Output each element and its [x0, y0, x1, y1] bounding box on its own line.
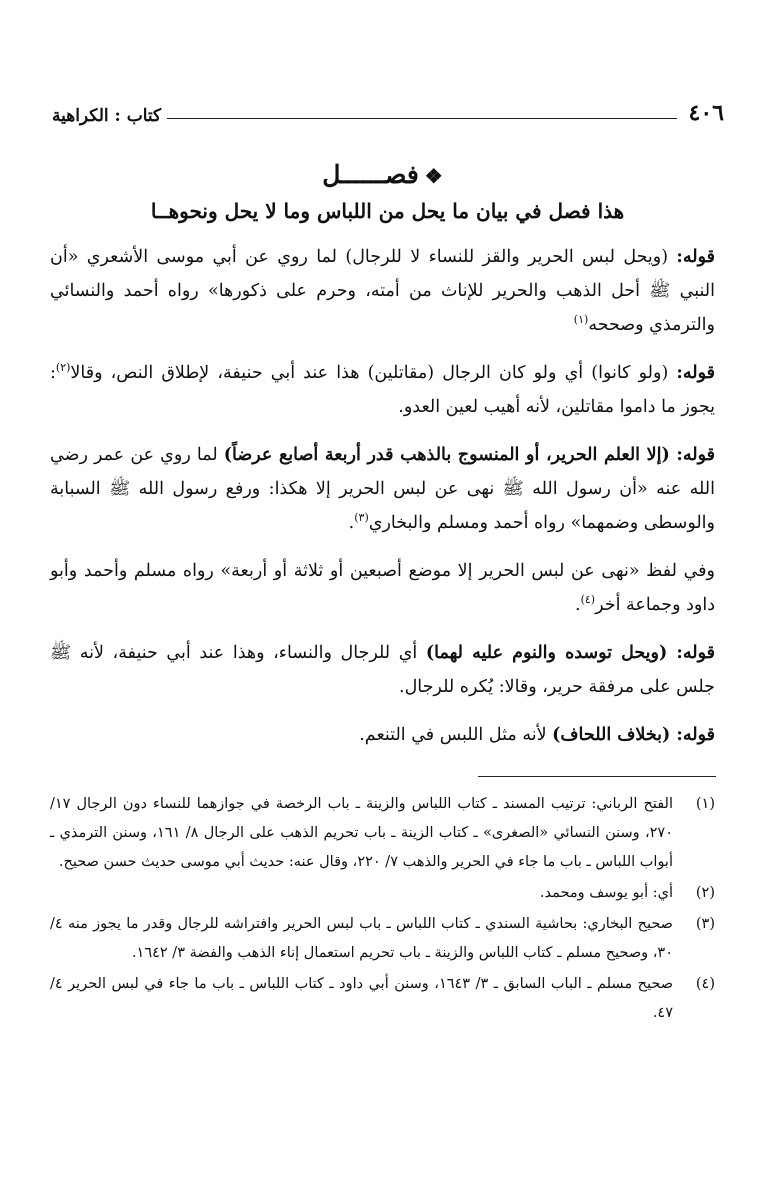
paragraph-4 — [50, 554, 715, 622]
paragraph-text: لما روي عن أبي موسى الأشعري «أن النبي ﷺ أحل الذهب والحرير للإناث من أمته، وحرم على ذكورها» رواه أحمد والنسائي والترمذي وصححه — [50, 247, 715, 335]
quote: (ولو كانوا) — [591, 363, 677, 383]
book-title: كتاب : الكراهية — [52, 106, 162, 126]
footnote-ref: (١) — [573, 313, 589, 327]
footnote-text: صحيح البخاري: بحاشية السندي ـ كتاب اللباس ـ باب لبس الحرير وافتراشه للرجال وقدر ما يجوز منه ٤/ ٣٠، وصحيح مسلم ـ كتاب اللباس والزينة ـ باب تحريم استعمال إناء الذهب والفضة ٣/ ١٦٤٢. — [50, 916, 673, 961]
paragraph-text: لما روي عن عمر رضي الله عنه «أن رسول الله ﷺ نهى عن لبس الحرير إلا هكذا: ورفع رسول الله ﷺ السبابة والوسطى وضمهما» رواه أحمد ومسلم والبخاري — [50, 445, 715, 533]
footnote-number: (٤) — [695, 976, 715, 992]
footnote — [50, 910, 715, 968]
body-text — [50, 240, 715, 766]
paragraph-text: أي للرجال والنساء، وهذا عند أبي حنيفة، لأنه ﷺ جلس على مرفقة حرير، وقالا: يُكره للرجال. — [50, 643, 715, 697]
section-title: هذا فصل في بيان ما يحل من اللباس وما لا يحل ونحوهــا — [150, 199, 625, 223]
footnote — [50, 879, 715, 908]
keyword: قوله: — [676, 363, 715, 383]
paragraph-6 — [50, 718, 715, 752]
quote: (ويحل توسده والنوم عليه لهما) — [425, 643, 677, 663]
keyword: قوله: — [676, 643, 716, 663]
paragraph-2 — [50, 356, 715, 424]
paragraph-3 — [50, 438, 715, 540]
section-heading — [0, 158, 765, 193]
footnote — [50, 790, 715, 877]
paragraph-5 — [50, 636, 715, 704]
footnote-ref: (٢) — [55, 361, 71, 375]
quote: (ويحل لبس الحرير والقز للنساء لا للرجال) — [345, 247, 677, 267]
keyword: قوله: — [676, 445, 715, 465]
ornament-icon: ❖ — [424, 164, 443, 188]
paragraph-text: لأنه مثل اللبس في التنعم. — [359, 725, 553, 745]
footnote — [50, 970, 715, 1028]
quote: (بخلاف اللحاف) — [552, 725, 677, 745]
header-rule — [167, 118, 676, 119]
paragraph-end: . — [575, 595, 581, 615]
footnote-number: (٣) — [695, 916, 715, 932]
footnote-number: (١) — [695, 796, 715, 812]
footnote-text: أي: أبو يوسف ومحمد. — [539, 885, 673, 901]
paragraph-text: هذا عند أبي حنيفة، لإطلاق النص، وقالا — [70, 363, 368, 383]
footnote-text: الفتح الرباني: ترتيب المسند ـ كتاب اللباس والزينة ـ باب الرخصة في جوازهما للنساء دون الرجال ١٧/ ٢٧٠، وسنن النسائي «الصغرى» ـ كتاب الزينة ـ باب تحريم الذهب على الرجال ٨/ ١٦١، وسنن الترمذي ـ أبواب اللباس ـ باب ما جاء في الحرير والذهب ٧/ ٢٢٠، وقال عنه: حديث أبي موسى حديث حسن صحيح. — [50, 796, 673, 870]
footnote-number: (٢) — [695, 885, 715, 901]
footnote-text: صحيح مسلم ـ الباب السابق ـ ٣/ ١٦٤٣، وسنن أبي داود ـ كتاب اللباس ـ باب ما جاء في لبس الحرير ٤/ ٤٧. — [50, 976, 674, 1021]
section-heading-text: فصــــــل — [322, 160, 419, 189]
running-header — [52, 96, 724, 126]
paragraph-end: . — [348, 513, 355, 533]
paragraph-text: : يجوز ما داموا مقاتلين، لأنه أهيب لعين العدو. — [50, 363, 715, 417]
keyword: قوله: — [676, 725, 715, 745]
footnote-separator — [478, 776, 716, 777]
footnote-ref: (٣) — [354, 511, 369, 525]
quote: (مقاتلين) — [367, 363, 435, 383]
footnote-ref: (٤) — [580, 593, 596, 607]
page-number: ٤٠٦ — [688, 100, 724, 126]
keyword: قوله: — [676, 247, 715, 267]
paragraph-text: وفي لفظ «نهى عن لبس الحرير إلا موضع أصبعين أو ثلاثة أو أربعة» رواه مسلم وأحمد وأبو داود وجماعة أخر — [50, 561, 715, 615]
paragraph-1 — [50, 240, 715, 342]
paragraph-text: أي ولو كان الرجال — [434, 363, 592, 383]
quote: (إلا العلم الحرير، أو المنسوج بالذهب قدر أربعة أصابع عرضاً) — [223, 445, 677, 465]
footnotes — [50, 790, 715, 1030]
